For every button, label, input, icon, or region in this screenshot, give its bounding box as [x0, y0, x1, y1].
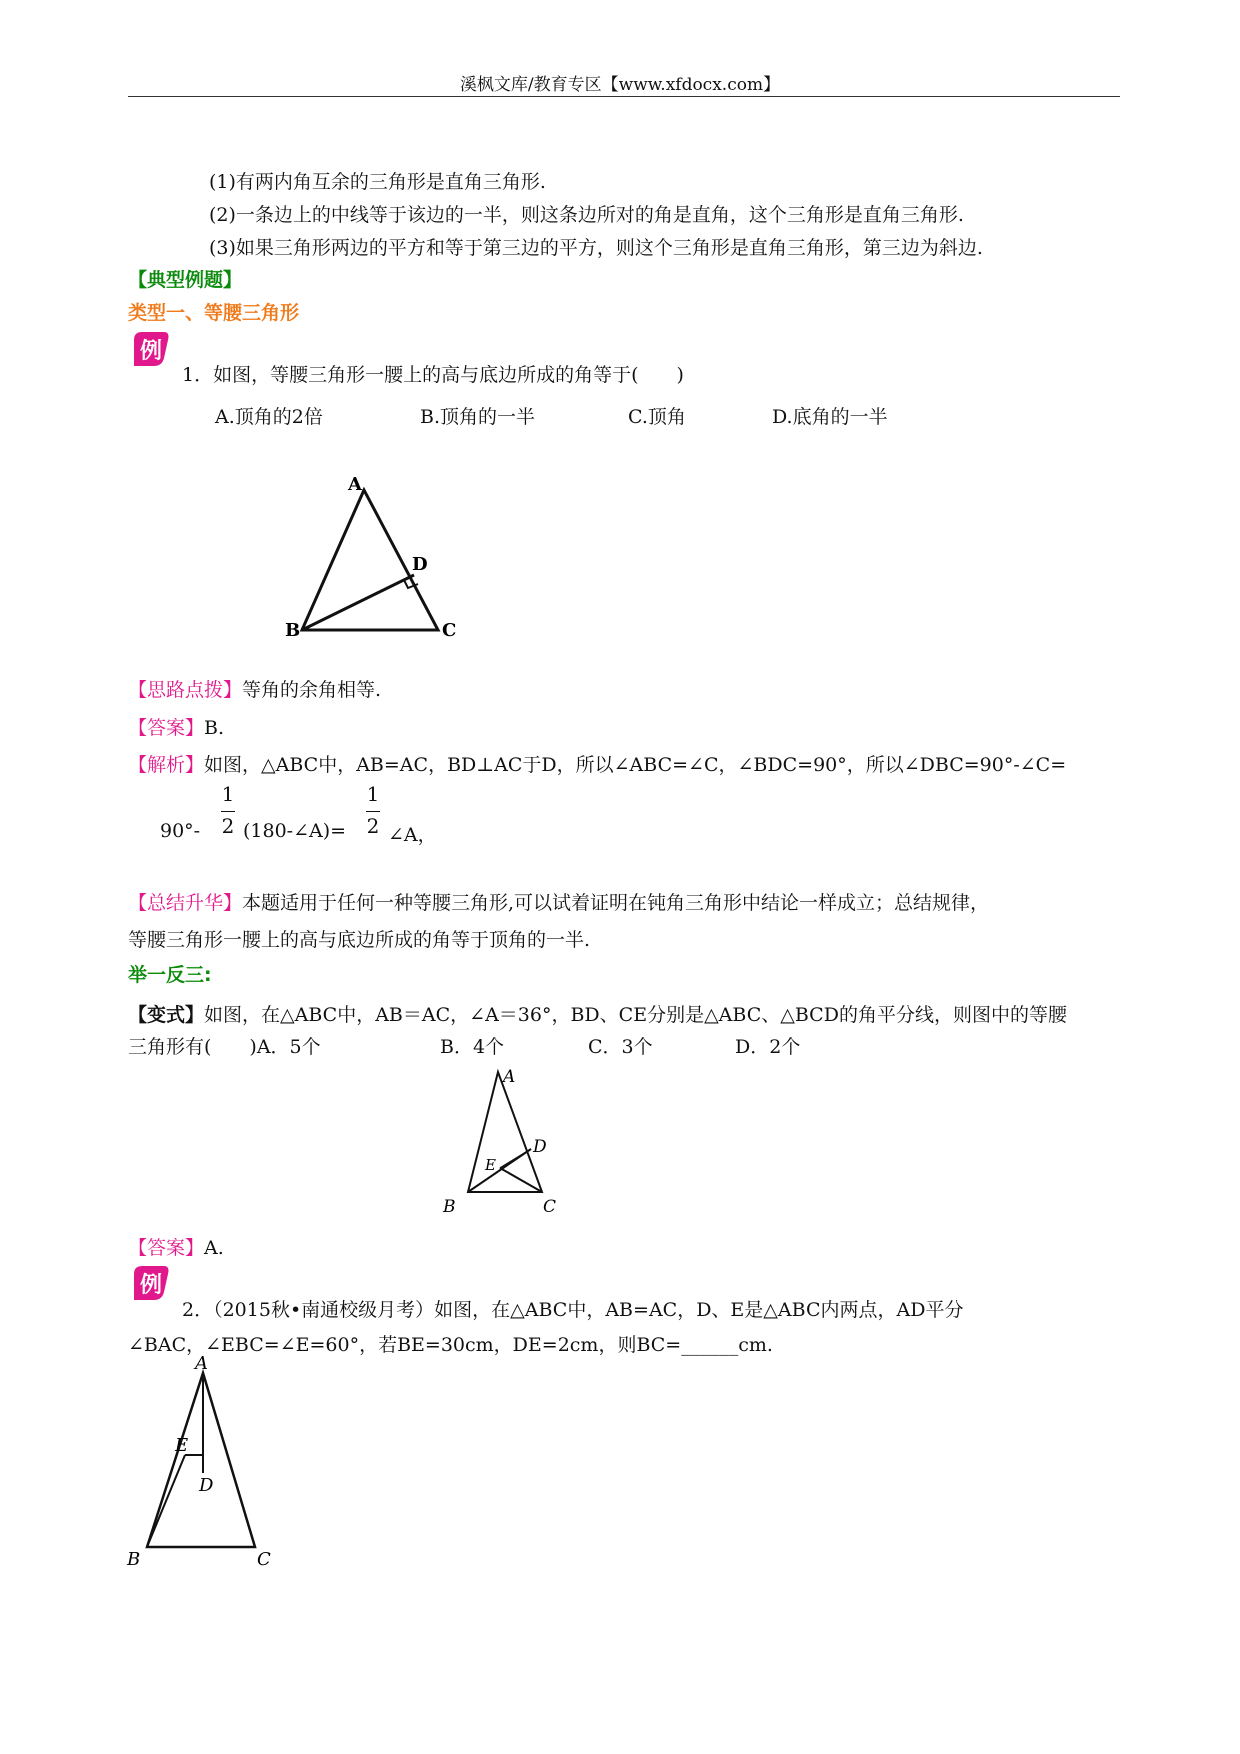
q1-label-a: A [348, 474, 362, 495]
q1-option-b: B.顶角的一半 [420, 406, 536, 428]
variant-text: 如图，在△ABC中，AB＝AC，∠A＝36°，BD、CE分别是△ABC、△BCD的角平分线，则图中的等腰 [204, 1004, 1067, 1026]
variant-label-a: A [503, 1067, 516, 1087]
formula-frac2-den: 2 [366, 814, 380, 838]
q2-label-b: B [127, 1549, 141, 1570]
q2-label-c: C [257, 1549, 271, 1570]
q1-summary-text: 本题适用于任何一种等腰三角形,可以试着证明在钝角三角形中结论一样成立；总结规律， [242, 892, 990, 914]
variant-label-c: C [543, 1197, 557, 1217]
formula-frac2-bar [366, 811, 380, 812]
type-heading: 类型一、等腰三角形 [128, 302, 300, 324]
q2-stem: 2．（2015秋•南通校级月考）如图，在△ABC中，AB=AC，D、E是△ABC内两点，AD平分 [182, 1299, 964, 1321]
variant-triangle-abc [468, 1072, 542, 1192]
variant-label-e: E [485, 1156, 496, 1174]
variant-option-d: D．2个 [735, 1036, 801, 1058]
variant-answer-text: A. [204, 1237, 224, 1259]
q2-label-e: E [175, 1435, 189, 1456]
formula-frac1-num: 1 [221, 782, 235, 806]
variant-bisector-ce [500, 1168, 542, 1192]
q1-option-d: D.底角的一半 [772, 406, 888, 428]
example-badge-text-2: 例 [139, 1272, 163, 1298]
header-rule [128, 96, 1120, 97]
formula-frac1-den: 2 [221, 814, 235, 838]
example-badge-icon-2 [130, 1262, 172, 1306]
page-header: 溪枫文库/教育专区【www.xfdocx.com】 [459, 75, 781, 95]
variant-option-c: C．3个 [588, 1036, 653, 1058]
formula-part-c: ∠A， [388, 824, 437, 846]
formula-part-a: 90°- [160, 820, 201, 842]
intro-line-2: (2)一条边上的中线等于该边的一半，则这条边所对的角是直角，这个三角形是直角三角形. [209, 204, 964, 226]
q1-stem: 1．如图，等腰三角形一腰上的高与底边所成的角等于( ) [182, 364, 684, 386]
formula-frac1-bar [221, 811, 235, 812]
example-badge-icon [130, 328, 172, 372]
q2-label-a: A [195, 1355, 208, 1374]
variant-label-b: B [443, 1197, 456, 1217]
q1-label-d: D [412, 554, 428, 575]
q1-summary-text-2: 等腰三角形一腰上的高与底边所成的角等于顶角的一半. [128, 929, 591, 951]
q1-answer-tag: 【答案】 [128, 717, 205, 739]
variant-option-b: B．4个 [440, 1036, 505, 1058]
formula-part-b: (180-∠A)= [243, 820, 347, 842]
q1-summary-tag: 【总结升华】 [128, 892, 243, 914]
variant-tag: 【变式】 [128, 1004, 205, 1026]
variant-heading: 举一反三: [128, 964, 212, 986]
q1-label-c: C [442, 620, 457, 640]
q1-option-c: C.顶角 [628, 406, 686, 428]
variant-answer-tag: 【答案】 [128, 1237, 205, 1259]
q1-label-b: B [285, 620, 301, 640]
q2-stem-2: ∠BAC，∠EBC=∠E=60°，若BE=30cm，DE=2cm，则BC=______cm. [128, 1334, 773, 1356]
q1-altitude-bd [302, 575, 414, 630]
example-badge-text: 例 [139, 338, 163, 364]
q2-segment-be [147, 1455, 185, 1547]
q2-figure [125, 1355, 285, 1570]
q1-option-a: A.顶角的2倍 [215, 406, 323, 428]
q1-answer-text: B. [204, 717, 225, 739]
intro-line-3: (3)如果三角形两边的平方和等于第三边的平方，则这个三角形是直角三角形，第三边为斜边. [209, 237, 983, 259]
q1-analysis-tag: 【解析】 [128, 754, 205, 776]
variant-segment-ed [500, 1149, 531, 1168]
q2-label-d: D [199, 1475, 214, 1496]
variant-figure [435, 1062, 565, 1217]
q1-figure [280, 470, 470, 640]
intro-line-1: (1)有两内角互余的三角形是直角三角形. [209, 171, 546, 193]
q1-hint-text: 等角的余角相等. [242, 679, 382, 701]
variant-text-2: 三角形有( )A．5个 [128, 1036, 321, 1058]
section-heading: 【典型例题】 [128, 269, 243, 291]
q2-triangle-abc [147, 1373, 255, 1547]
q1-hint-tag: 【思路点拨】 [128, 679, 243, 701]
variant-label-d: D [533, 1137, 547, 1157]
formula-frac2-num: 1 [366, 782, 380, 806]
q1-analysis-text: 如图，△ABC中，AB=AC，BD⊥AC于D，所以∠ABC=∠C，∠BDC=90°，所以∠DBC=90°-∠C= [204, 754, 1067, 776]
